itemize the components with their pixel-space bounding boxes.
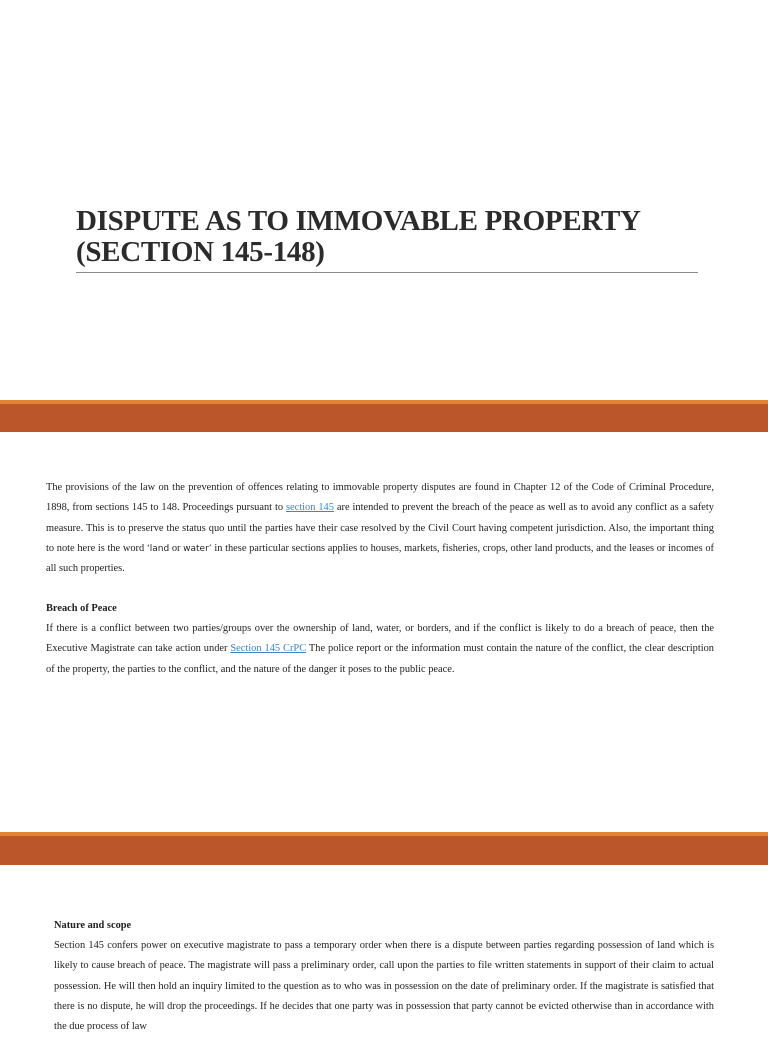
slide-title-line-2: (SECTION 145-148) bbox=[76, 236, 325, 268]
slide-divider-highlight bbox=[0, 400, 768, 404]
term-land: ‘land bbox=[146, 543, 170, 554]
intro-paragraph bbox=[46, 478, 714, 579]
intro-text-middle: are intended to prevent the breach of the peace as well as to avoid any conflict as a safety measure. This is to preserve the status quo until the parties have their case resolved by the Civil Court having competent jurisdiction. Also, the important thing to note here is the word bbox=[46, 502, 714, 554]
title-divider bbox=[76, 272, 698, 273]
slide-title bbox=[76, 206, 698, 268]
section-145-link[interactable]: section 145 bbox=[285, 502, 334, 514]
nature-and-scope-paragraph bbox=[54, 936, 714, 1037]
slide-divider-highlight bbox=[0, 832, 768, 836]
breach-of-peace-paragraph bbox=[46, 619, 714, 680]
term-or: or bbox=[169, 542, 184, 554]
section-145-crpc-link[interactable]: Section 145 CrPC bbox=[230, 643, 307, 655]
slide-divider-band bbox=[0, 400, 768, 432]
breach-text-start: If there is a conflict between two parties/groups over the ownership of land, water, or borders, and if the conflict is likely to do a breach of peace, then the Executive Magistrate can take action under bbox=[46, 623, 714, 655]
intro-text-start: The provisions of the law on the prevention of offences relating to immovable property disputes are found in Chapter 12 of the Code of Criminal Procedure, 1898, from sections 145 to 148. Proceedings pursuant to bbox=[46, 482, 714, 514]
breach-of-peace-heading: Breach of Peace bbox=[46, 603, 117, 614]
term-water: water’ bbox=[183, 543, 212, 554]
slide-divider-band bbox=[0, 832, 768, 865]
nature-and-scope-heading: Nature and scope bbox=[54, 920, 132, 931]
intro-text-end: in these particular sections applies to houses, markets, fisheries, crops, other land products, and the leases or incomes of all such properties. bbox=[46, 542, 714, 575]
breach-text-end: The police report or the information must contain the nature of the conflict, the clear description of the property, the parties to the conflict, and the nature of the danger it poses to the public peace. bbox=[46, 643, 714, 675]
nature-text: Section 145 confers power on executive magistrate to pass a temporary order when there is a dispute between parties regarding possession of land which is likely to cause breach of peace. The magistrate will pass a preliminary order, call upon the parties to file written statements in support of their claim to actual possession. He will then hold an inquiry limited to the question as to who was in possession on the date of preliminary order. If the magistrate is satisfied that there is no dispute, he will drop the proceedings. If he decides that one party was in possession that party cannot be evicted otherwise than in accordance with the due process of law bbox=[54, 940, 714, 1033]
slide-title-line-1: DISPUTE AS TO IMMOVABLE PROPERTY bbox=[76, 205, 641, 237]
